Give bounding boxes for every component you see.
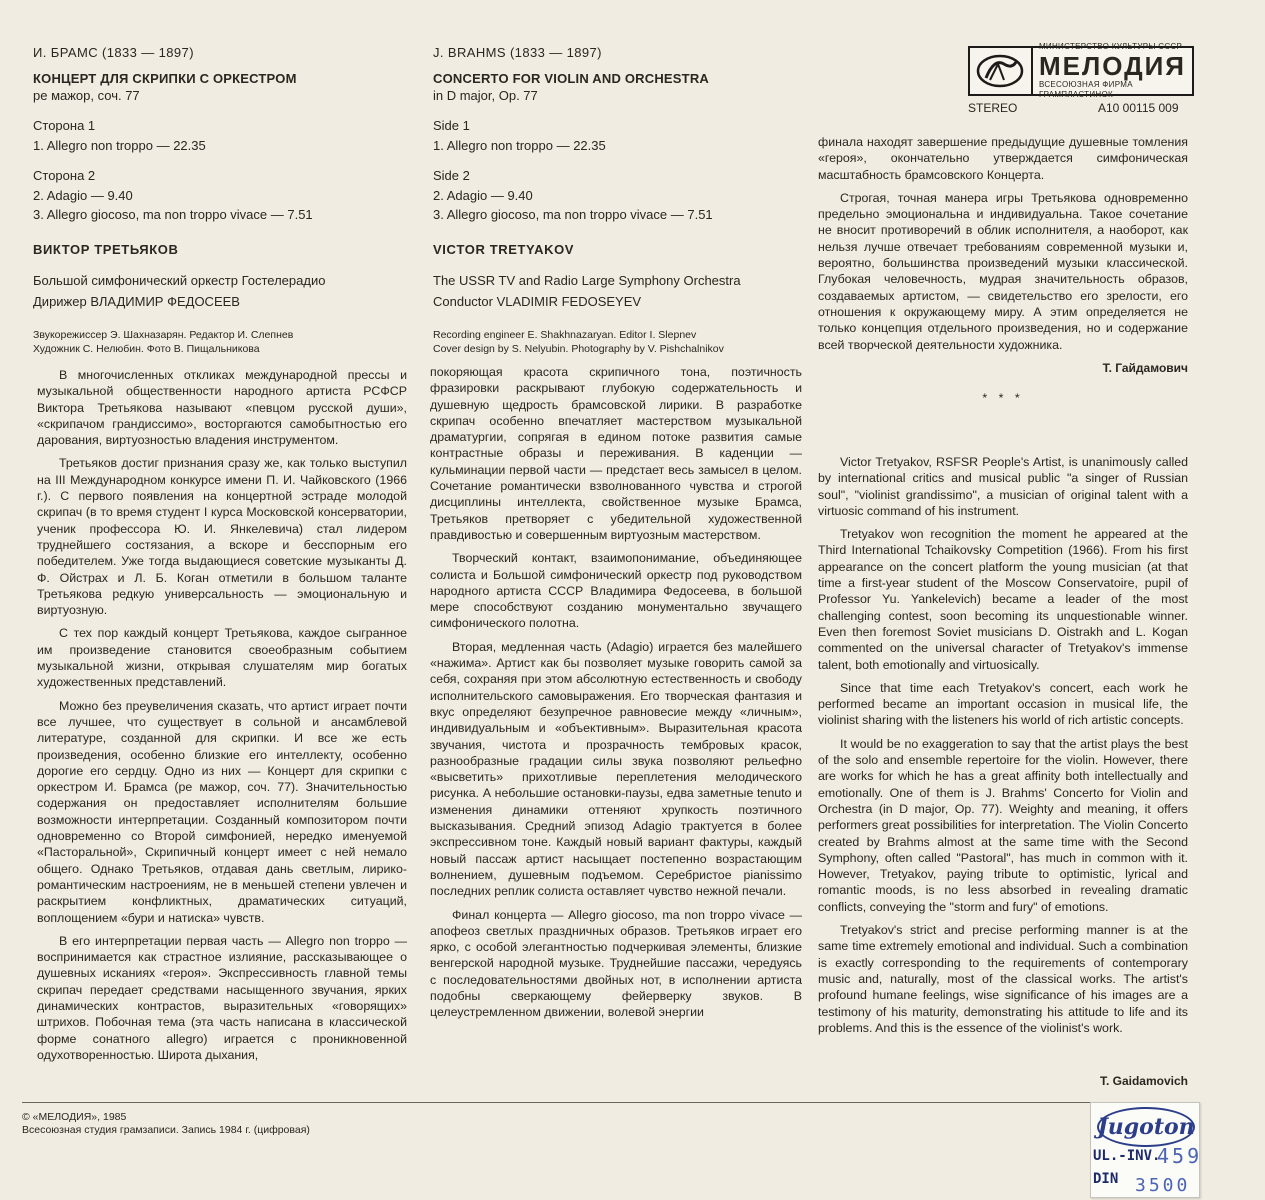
din-number: 3500 xyxy=(1135,1175,1191,1196)
paragraph: покоряющая красота скрипичного тона, поэтичность фразировки раскрывают глубокую содержательность и душевную щедрость брамсовской лирики. В разработке скрипач особенно впечатляет мастерством музыкальной драматургии, сопрягая в едином потоке развития самые контрастные образы и переживания. В каденции — кульминации первой части — предстает весь замысел в целом. Сочетание романтически взволнованного чувства и строгой дисциплины интеллекта, свойственное музыке Брамса, Третьяков претворяет с убедительной художественной правдивостью и совершенным виртуозным мастерством. xyxy=(430,365,802,542)
jugoton-brand: Jugoton xyxy=(1097,1114,1195,1140)
paragraph: Вторая, медленная часть (Adagio) играется без малейшего «нажима». Артист как бы позволяет музыке говорить самой за себя, сохраняя при этом абсолютную естественность и свободу исполнительского самовыражения. Его творческая фантазия и вкус определяют безупречное равновесие между «личным», индивидуальным и «объективным». Выразительная красота звучания, чистота и прозрачность тембровых красок, разнообразные градации силы звука позволяют рельефно «высветить» прихотливые переплетения мелодического рисунка. А небольшие остановки-паузы, едва заметные tenuto и изменения динамики оттеняют хрупкость поэтичного высказывания. Средний эпизод Adagio трактуется в более экспрессивном тоне. Каждый новый вариант фактуры, каждый новый пассаж артист насыщает постепенно возрастающим волнением, душевным подъемом. Серебристое pianissimo последних реплик солиста оставляет чувство нежной печали. xyxy=(430,639,802,899)
en-side1-label: Side 1 xyxy=(433,118,470,133)
logo-name: МЕЛОДИЯ xyxy=(1038,51,1186,81)
paragraph: В многочисленных откликах международной прессы и музыкальной общественности народного артиста РСФСР Виктора Третьякова называют «певцом русской души», «скрипачом грандиссимо», восторгаются самобытностью его дарования, виртуозностью владения инструментом. xyxy=(37,368,407,448)
ru-title: КОНЦЕРТ ДЛЯ СКРИПКИ С ОРКЕСТРОМ xyxy=(33,71,297,86)
ru-key: ре мажор, соч. 77 xyxy=(33,88,140,103)
en-title: CONCERTO FOR VIOLIN AND ORCHESTRA xyxy=(433,71,709,86)
ru-orchestra: Большой симфонический оркестр Гостелерадио xyxy=(33,273,326,288)
en-orchestra: The USSR TV and Radio Large Symphony Orchestra xyxy=(433,273,741,288)
library-sticker xyxy=(1090,1102,1203,1198)
paragraph: Финал концерта — Allegro giocoso, ma non troppo vivace — апофеоз светлых праздничных образов. Третьяков играет его ярко, с особой элегантностью подчеркивая элементы, близкие венгерской народной музыке. Труднейшие пассажи, чередуясь с последовательностями двойных нот, в исполнении артиста подобны сверкающему фейерверку звуков. В целеустремленном движении, волевой энергии xyxy=(430,907,802,1020)
inventory-number: 459 xyxy=(1157,1144,1203,1168)
paragraph: Victor Tretyakov, RSFSR People's Artist, is unanimously called by international critics and musical public "a singer of Russian soul", "violinist grandissimo", a musician of original talent with a virtuosic command of his instrument. xyxy=(818,455,1188,518)
stereo-label: STEREO xyxy=(968,101,1018,115)
paragraph: Строгая, точная манера игры Третьякова одновременно предельно эмоциональна и индивидуальна. Такое сочетание не вносит противоречий в облик исполнителя, а наоборот, как нельзя лучше отвечает требованиям современной музыки и, вероятно, большинства произведений музыки классической. Глубокая человечность, мудрая значительность образов, создаваемых артистом, — свидетельство его зрелости, его отношения к окружающему миру. А этим определяется не только концепция отдельного произведения, но и содержание всей творческой деятельности художника. xyxy=(818,190,1188,352)
paragraph: It would be no exaggeration to say that the artist plays the best of the solo and ensemble repertoire for the violin. However, there are works for which he has a great affinity both intellectually and emotionally. One of them is J. Brahms' Concerto for Violin and Orchestra (in D major, Op. 77). Weighty and meaning, it offers performers great possibilities for interpretation. The Violin Concerto created by Brahms almost at the same time with the Second Symphony, often called "Pastoral", has much in common with it. However, Tretyakov, paying tribute to optimistic, lyrical and romantic moods, is no less absorbed in revealing dramatic conflicts, conveying the "storm and fury" of emotions. xyxy=(818,736,1188,914)
din-label: DIN xyxy=(1093,1171,1119,1187)
ru-composer: И. БРАМС (1833 — 1897) xyxy=(33,45,194,60)
melodiya-emblem-icon xyxy=(970,48,1033,94)
ru-header xyxy=(33,44,413,356)
en-header xyxy=(433,44,813,356)
ru-credits-2: Художник С. Нелюбин. Фото В. Пищальникова xyxy=(33,343,260,355)
catalog-number: A10 00115 009 xyxy=(1098,101,1179,115)
section-separator: * * * xyxy=(982,391,1024,406)
paragraph: Since that time each Tretyakov's concert, each work he performed became an important occasion in musical life, the violinist sharing with the listeners his world of rich artistic concepts. xyxy=(818,680,1188,728)
paragraph: Tretyakov's strict and precise performing manner is at the same time extremely emotional and individual. Such a combination is exactly corresponding to the requirements of contemporary music and, naturally, most of the classical works. The artist's profound humane feelings, wise significance of his images are a testimony of his maturity, demonstrating his attitude to life and its problems. And this is the essence of the violinist's work. xyxy=(818,923,1188,1035)
en-track-1: 1. Allegro non troppo — 22.35 xyxy=(433,138,606,153)
footer-copyright: © «МЕЛОДИЯ», 1985 xyxy=(22,1111,127,1123)
logo-ministry: МИНИСТЕРСТВО КУЛЬТУРЫ СССР xyxy=(1038,42,1183,51)
paragraph: В его интерпретации первая часть — Allegro non troppo — воспринимается как страстное излияние, рассказывающее о душевных исканиях «героя». Экспрессивность главной темы скрипач передает средствами насыщенного звучания, ярких динамических контрастов, выразительных «говорящих» штрихов. Побочная тема (эта часть написана в классической форме сонатного allegro) играется с проникновенной одухотворенностью. Широта дыхания, xyxy=(37,933,407,1062)
ru-side1-label: Сторона 1 xyxy=(33,118,96,133)
col3-en xyxy=(818,454,1188,1043)
en-credits-1: Recording engineer E. Shakhnazaryan. Editor I. Slepnev xyxy=(433,329,697,341)
inventory-label: UL.-INV. xyxy=(1093,1148,1161,1164)
en-credits-2: Cover design by S. Nelyubin. Photography by V. Pishchalnikov xyxy=(433,343,724,355)
footer-divider xyxy=(22,1102,1187,1103)
en-side2-label: Side 2 xyxy=(433,168,470,183)
signature-ru: Т. Гайдамович xyxy=(1102,360,1188,375)
melodiya-logo xyxy=(968,42,1194,99)
en-soloist: VICTOR TRETYAKOV xyxy=(433,242,575,257)
paragraph: Творческий контакт, взаимопонимание, объединяющее солиста и Большой симфонический оркестр под руководством народного артиста СССР Владимира Федосеева, в большой мере способствуют созданию монументально звучащего симфонического полотна. xyxy=(430,551,802,631)
footer-studio: Всесоюзная студия грамзаписи. Запись 1984 г. (цифровая) xyxy=(22,1124,310,1136)
paragraph: С тех пор каждый концерт Третьякова, каждое сыгранное им произведение становится своеобразным событием музыкальной жизни, открывая слушателям мир богатых художественных представлений. xyxy=(37,626,407,690)
ru-track-2: 2. Adagio — 9.40 xyxy=(33,188,133,203)
ru-conductor: Дирижер ВЛАДИМИР ФЕДОСЕЕВ xyxy=(33,294,240,309)
paragraph: Третьяков достиг признания сразу же, как только выступил на III Международном конкурсе имени П. И. Чайковского (1966 г.). С первого появления на концертной эстраде молодой скрипач (в то время студент I курса Московской консерватории, ученик профессора Ю. И. Янкелевича) стал лидером труднейшего состязания, а вскоре и бесспорным его победителем. Уже тогда выдающиеся советские музыканты Д. Ф. Ойстрах и Л. Б. Коган отметили в большом таланте Третьякова редкую универсальность — эмоциональную и виртуозную. xyxy=(37,456,407,618)
ru-track-1: 1. Allegro non troppo — 22.35 xyxy=(33,138,206,153)
col1-ru xyxy=(37,367,407,1070)
en-track-2: 2. Adagio — 9.40 xyxy=(433,188,533,203)
en-conductor: Conductor VLADIMIR FEDOSEYEV xyxy=(433,294,642,309)
jugoton-logo xyxy=(1097,1107,1195,1147)
en-key: in D major, Op. 77 xyxy=(433,88,538,103)
col3-ru xyxy=(818,134,1188,416)
ru-credits-1: Звукорежиссер Э. Шахназарян. Редактор И. Слепнев xyxy=(33,329,294,341)
paragraph: финала находят завершение предыдущие душевные томления «героя», окончательно утверждается симфоническая масштабность брамсовского Концерта. xyxy=(818,135,1188,182)
en-composer: J. BRAHMS (1833 — 1897) xyxy=(433,45,602,60)
ru-soloist: ВИКТОР ТРЕТЬЯКОВ xyxy=(33,242,179,257)
col2-ru xyxy=(430,364,802,1028)
signature-en: T. Gaidamovich xyxy=(1099,1074,1188,1088)
en-track-3: 3. Allegro giocoso, ma non troppo vivace — 7.51 xyxy=(433,207,713,222)
paragraph: Можно без преувеличения сказать, что артист играет почти все лучшее, что существует в сольной и ансамблевой литературе, созданной для скрипки. И все же есть произведения, особенно близкие его интеллекту, особенно дорогие его сердцу. Одно из них — Концерт для скрипки с оркестром И. Брамса (ре мажор, соч. 77). Значительностью содержания он предоставляет исполнителям большие возможности интерпретации. Созданный композитором почти одновременно со Второй симфонией, нередко именуемой «Пасторальной», Скрипичный концерт имеет с ней немало общего. Однако Третьяков, отдавая дань светлым, лирико-романтическим настроениям, не в меньшей степени увлечен и раскрытием конфликтных, драматических ситуаций, воплощением «бури и натиска» чувств. xyxy=(37,698,407,925)
logo-firm: ВСЕСОЮЗНАЯ ФИРМА ГРАМПЛАСТИНОК xyxy=(1038,80,1133,99)
ru-side2-label: Сторона 2 xyxy=(33,168,96,183)
paragraph: Tretyakov won recognition the moment he appeared at the Third International Tchaikovsky Competition (1966). From his first appearance on the concert platform the young musician (at that time a first-year student of the Moscow Conservatoire, pupil of Professor Yu. Yankelevich) became a leader of the most challenging contest, soon becoming its unquestionable winner. Even then foremost Soviet musicians D. Oistrakh and L. Kogan commented on the universal character of Tretyakov's immense talent, both emotionally and virtuosically. xyxy=(818,527,1188,672)
ru-track-3: 3. Allegro giocoso, ma non troppo vivace — 7.51 xyxy=(33,207,313,222)
